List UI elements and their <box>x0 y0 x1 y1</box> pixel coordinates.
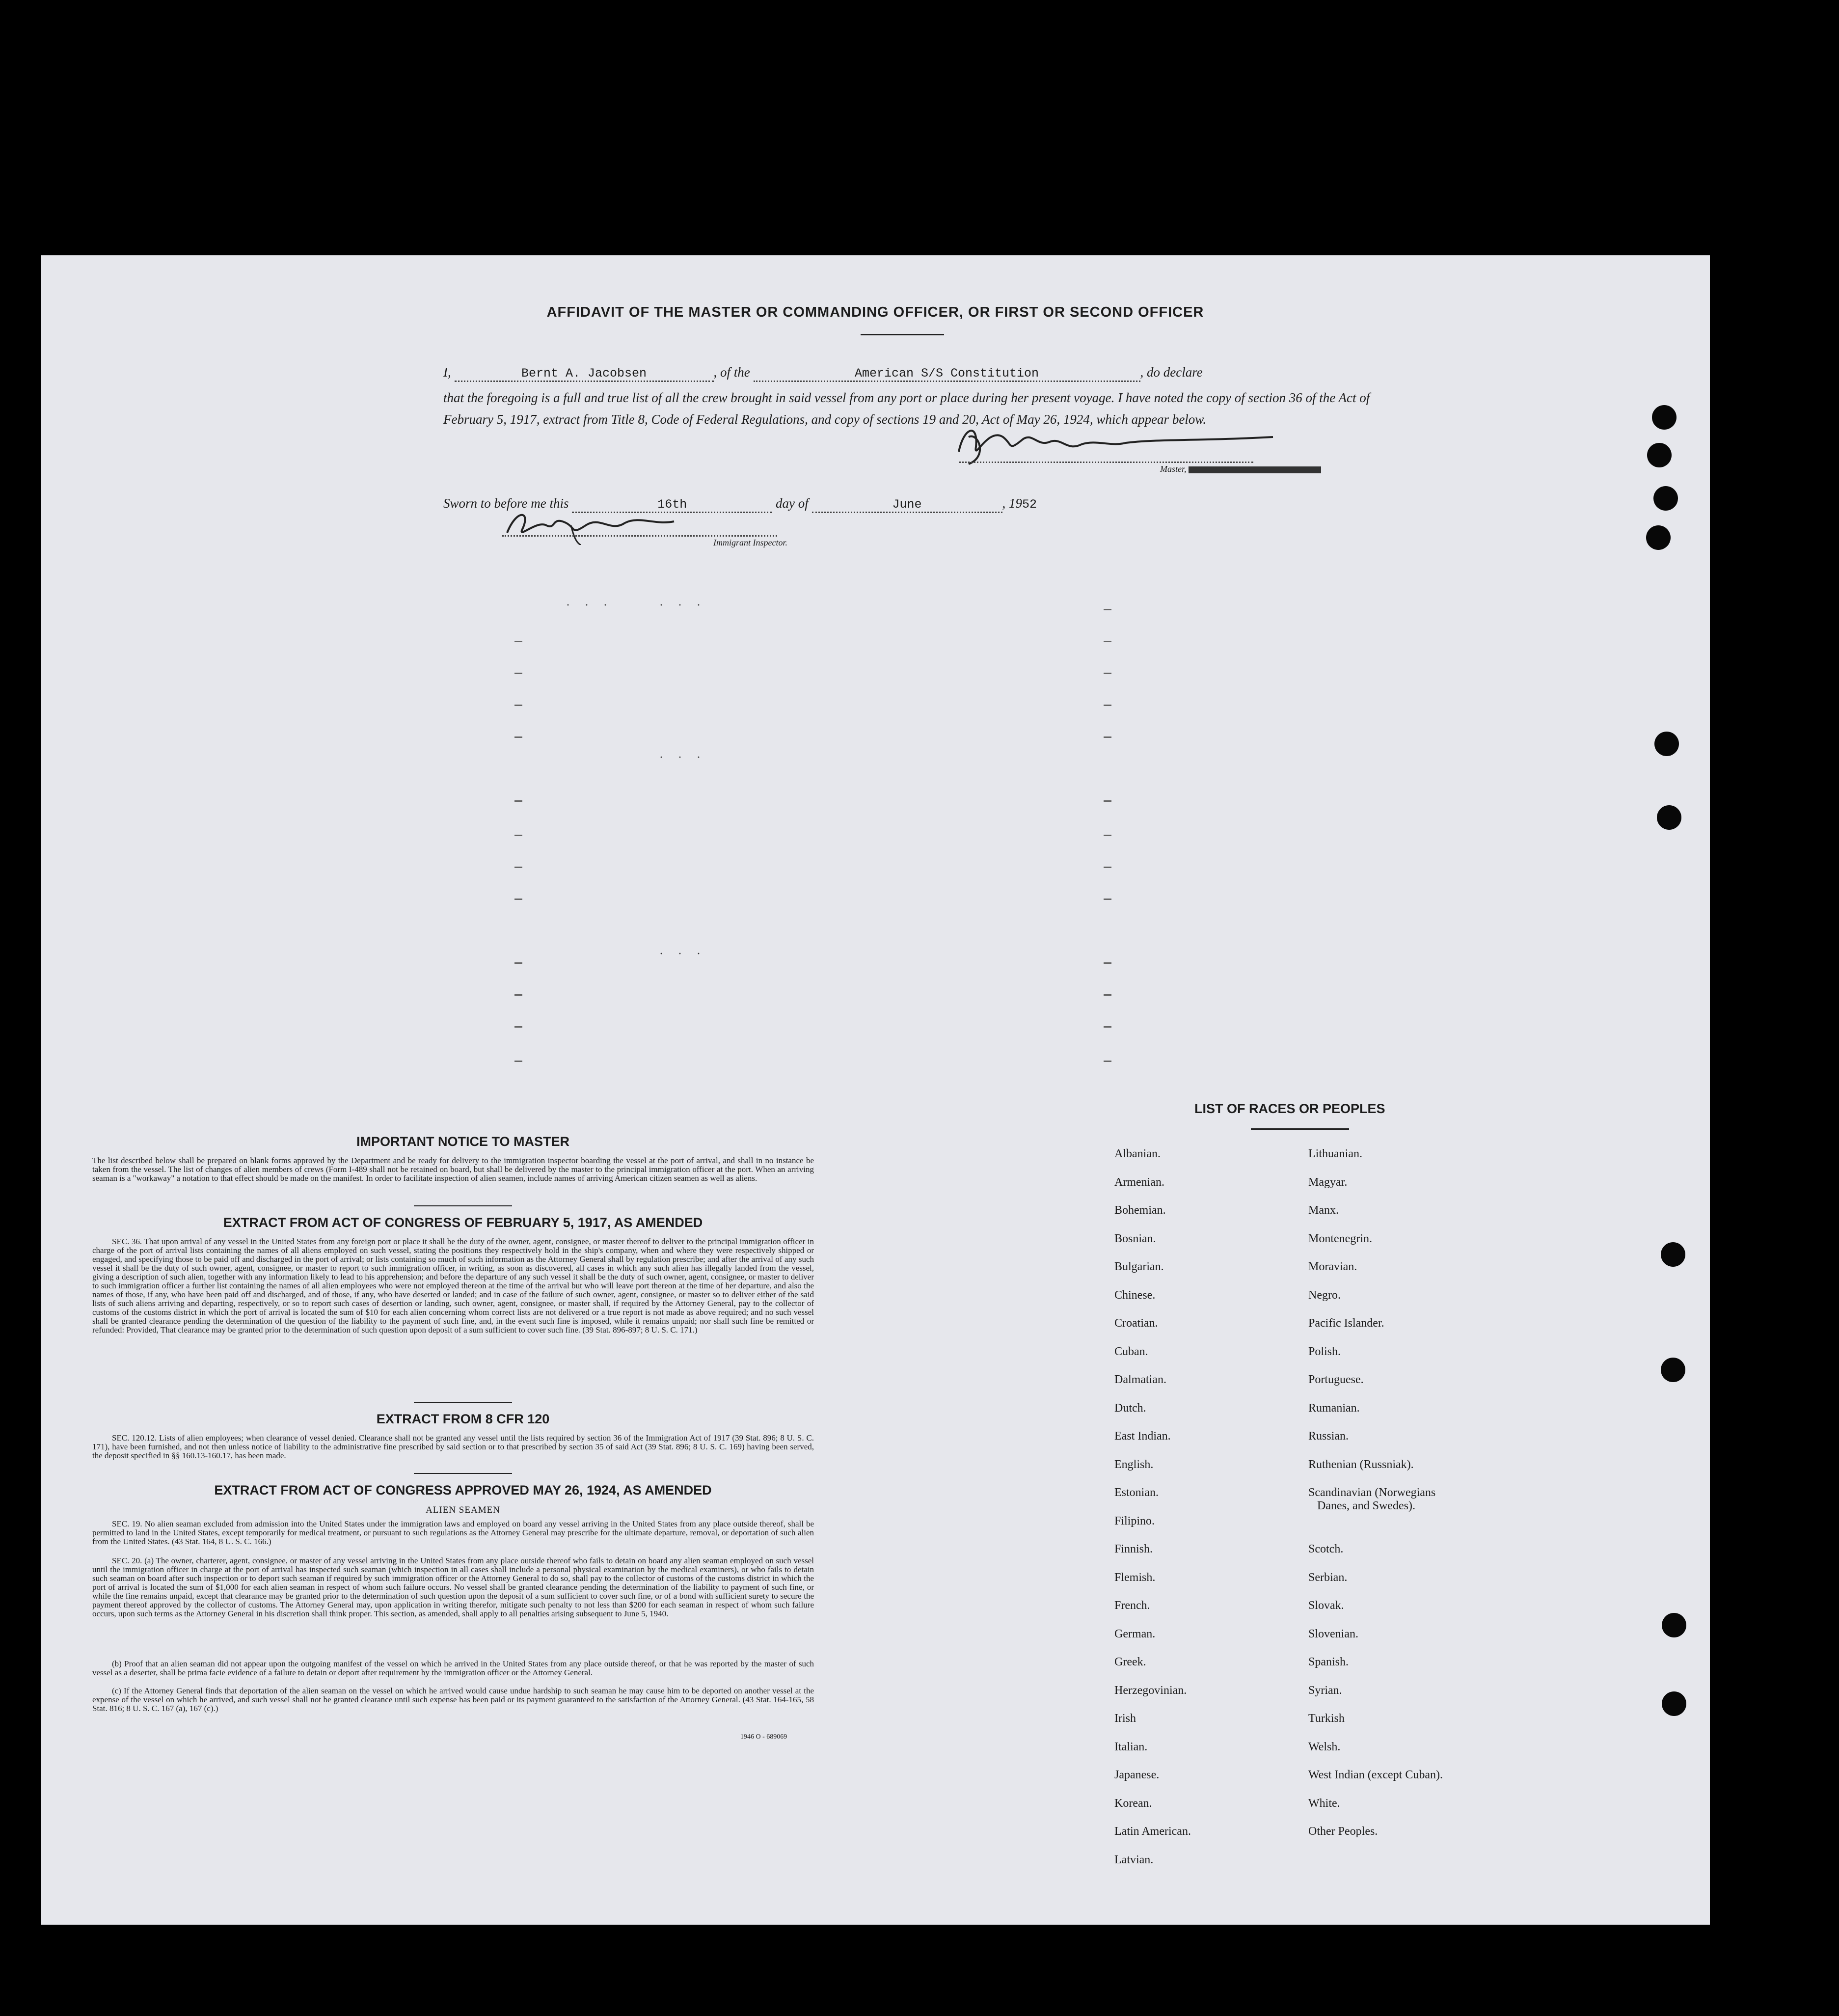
form-tick <box>514 899 522 900</box>
race-item: Pacific Islander. <box>1308 1317 1384 1330</box>
race-item: Armenian. <box>1114 1175 1164 1189</box>
of-the-label: , of the <box>713 365 750 380</box>
inspector-label: Immigrant Inspector. <box>713 538 787 547</box>
dots: · · · <box>659 948 706 960</box>
race-item: Portuguese. <box>1308 1373 1364 1386</box>
master-title <box>1160 464 1321 474</box>
form-tick <box>514 673 522 674</box>
sworn-label: Sworn to before me this <box>443 496 569 511</box>
races-underline <box>1251 1128 1349 1130</box>
pronoun-label: I, <box>443 365 451 380</box>
sworn-year-field: 52 <box>1022 497 1037 512</box>
form-tick <box>1104 994 1111 996</box>
race-item: Bohemian. <box>1114 1204 1166 1217</box>
punch-hole <box>1657 805 1681 830</box>
title-underline <box>861 334 944 335</box>
extract-cfr-text: SEC. 120.12. Lists of alien employees; when clearance of vessel denied. Clearance shall not be granted any vessel until the lists required by section 36 of the Immigration Act of 1917 (39 Stat. 896; 8 U. S. C. 171), have been furnished, and not then unless notice of liability to the administrative fine prescribed by said section or to that prescribed by section 35 of said Act (39 Stat. 896; 8 U. S. C. 169) having been served, the deposit specified in §§ 160.13-160.17, has been made. <box>92 1433 814 1460</box>
race-item: Chinese. <box>1114 1288 1156 1302</box>
race-item: Cuban. <box>1114 1345 1148 1358</box>
form-tick <box>514 641 522 642</box>
race-item: Greek. <box>1114 1656 1146 1668</box>
race-item: Negro. <box>1308 1288 1341 1302</box>
races-heading: LIST OF RACES OR PEOPLES <box>1194 1101 1385 1116</box>
form-tick <box>1104 705 1111 706</box>
race-item: Lithuanian. <box>1308 1147 1362 1160</box>
race-item: Estonian. <box>1114 1486 1159 1499</box>
form-tick <box>514 994 522 996</box>
struck-out-text <box>1189 466 1321 473</box>
race-item: Italian. <box>1114 1740 1148 1753</box>
race-item: Latvian. <box>1114 1853 1154 1866</box>
form-tick <box>1104 800 1111 802</box>
form-tick <box>1104 835 1111 836</box>
race-item: Flemish. <box>1114 1571 1156 1584</box>
race-item: East Indian. <box>1114 1430 1171 1443</box>
race-item: Japanese. <box>1114 1769 1160 1781</box>
race-item: Magyar. <box>1308 1175 1348 1189</box>
race-item: Other Peoples. <box>1308 1825 1378 1838</box>
section-divider <box>414 1402 512 1403</box>
declaration-line <box>443 365 1203 382</box>
race-item: Dalmatian. <box>1114 1373 1166 1386</box>
form-tick <box>514 705 522 706</box>
do-declare-label: , do declare <box>1140 365 1203 380</box>
section-divider <box>414 1473 512 1474</box>
sec20c-text: (c) If the Attorney General finds that deportation of the alien seaman on the vessel on which he arrived would cause undue hardship to such seaman he may cause him to be deported on another vessel at the expense of the vessel on which he arrived, and such vessel shall not be granted clearance until such expense has been paid or its payment guaranteed to the satisfaction of the Attorney General. (43 Stat. 164-165, 58 Stat. 816; 8 U. S. C. 167 (a), 167 (c).) <box>92 1686 814 1713</box>
vessel-name-field: American S/S Constitution <box>754 366 1140 382</box>
race-item: Slovenian. <box>1308 1627 1358 1640</box>
form-tick <box>1104 899 1111 900</box>
race-item: Rumanian. <box>1308 1401 1360 1415</box>
form-tick <box>514 1026 522 1028</box>
form-tick <box>514 867 522 868</box>
race-item: White. <box>1308 1797 1340 1810</box>
dots: · · · <box>659 599 706 612</box>
form-tick <box>1104 962 1111 964</box>
form-tick <box>1104 1061 1111 1062</box>
race-item: Slovak. <box>1308 1599 1344 1612</box>
extract-1917-heading: EXTRACT FROM ACT OF CONGRESS OF FEBRUARY 5, 1917, AS AMENDED <box>223 1215 703 1230</box>
race-item: Croatian. <box>1114 1317 1158 1330</box>
race-item: Korean. <box>1114 1797 1152 1810</box>
race-item: English. <box>1114 1458 1154 1471</box>
form-tick <box>1104 673 1111 674</box>
race-item: Moravian. <box>1308 1260 1357 1273</box>
form-tick <box>514 800 522 802</box>
punch-hole <box>1647 443 1672 467</box>
print-code: 1946 O - 689069 <box>740 1733 787 1741</box>
master-signature-line <box>959 462 1253 463</box>
race-item: Herzegovinian. <box>1114 1684 1187 1697</box>
race-item: Dutch. <box>1114 1401 1146 1415</box>
race-item: Serbian. <box>1308 1571 1348 1584</box>
notice-heading: IMPORTANT NOTICE TO MASTER <box>356 1134 569 1149</box>
punch-hole <box>1652 405 1677 430</box>
year-prefix-label: , 19 <box>1002 496 1022 511</box>
form-tick <box>514 1061 522 1062</box>
race-item: Bulgarian. <box>1114 1260 1164 1273</box>
race-item: German. <box>1114 1627 1156 1640</box>
notice-text: The list described below shall be prepared on blank forms approved by the Department and be ready for delivery to the immigration inspector boarding the vessel at the port of arrival, and shall in no instance be taken from the vessel. The list of changes of alien members of crews (Form I-489 shall not be retained on board, but shall be delivered by the master to the principal immigration officer at the port. When an arriving seaman is a "workaway" a notation to that effect should be made on the manifest. In order to facilitate inspection of alien seamen, include names of arriving American citizen seamen as well as aliens. <box>92 1156 814 1183</box>
form-tick <box>514 835 522 836</box>
day-of-label: day of <box>776 496 809 511</box>
race-item: Manx. <box>1308 1204 1339 1217</box>
section-divider <box>414 1205 512 1206</box>
punch-hole <box>1662 1691 1686 1716</box>
manifest-page <box>41 255 1710 1925</box>
sworn-month-field: June <box>812 497 1002 513</box>
form-tick <box>514 736 522 738</box>
form-tick <box>1104 641 1111 642</box>
race-item: Albanian. <box>1114 1147 1161 1160</box>
punch-hole <box>1662 1613 1686 1637</box>
form-tick <box>1104 609 1111 610</box>
form-tick <box>1104 867 1111 868</box>
form-tick <box>514 962 522 964</box>
sec20b-text: (b) Proof that an alien seaman did not appear upon the outgoing manifest of the vessel on which he arrived in the United States from any place outside thereof, or that he was reported by the master of such vessel as a deserter, shall be prima facie evidence of a failure to detain or deport after requirement by the immigration officer or the Attorney General. <box>92 1659 814 1677</box>
race-item: Montenegrin. <box>1308 1232 1372 1245</box>
race-item: Scotch. <box>1308 1543 1344 1555</box>
declaration-body: that the foregoing is a full and true list of all the crew brought in said vessel from any port or place during her present voyage. I have noted the copy of section 36 of the Act of February 5, 1917, extract from Title 8, Code of Federal Regulations, and copy of sections 19 and 20, Act of May 26, 1924, which appear below. <box>443 390 1370 427</box>
race-item: Russian. <box>1308 1430 1349 1443</box>
race-item: Irish <box>1114 1712 1136 1725</box>
form-tick <box>1104 736 1111 738</box>
punch-hole <box>1661 1242 1685 1267</box>
sec19-text: SEC. 19. No alien seaman excluded from admission into the United States under the immigration laws and employed on board any vessel arriving in the United States from any place outside thereof, shall be permitted to land in the United States, except temporarily for medical treatment, or pursuant to such regulations as the Attorney General may prescribe for the ultimate departure, removal, or deportation of such alien from the United States. (43 Stat. 164, 8 U. S. C. 166.) <box>92 1519 814 1546</box>
affidavit-title: AFFIDAVIT OF THE MASTER OR COMMANDING OFFICER, OR FIRST OR SECOND OFFICER <box>546 304 1204 320</box>
extract-1924-heading: EXTRACT FROM ACT OF CONGRESS APPROVED MAY 26, 1924, AS AMENDED <box>214 1483 712 1498</box>
race-item: Turkish <box>1308 1712 1345 1725</box>
master-name-field: Bernt A. Jacobsen <box>455 366 714 382</box>
race-item: Ruthenian (Russniak). <box>1308 1458 1414 1471</box>
punch-hole <box>1646 525 1671 550</box>
race-item: Filipino. <box>1114 1514 1155 1527</box>
extract-1917-text: SEC. 36. That upon arrival of any vessel in the United States from any foreign port or place it shall be the duty of the owner, agent, consignee, or master thereof to deliver to the principal immigration officer in charge of the port of arrival lists containing the names of all aliens employed on such vessel, stating the positions they respectively hold in the ship's company, when and where they were respectively shipped or engaged, and specifying those to be paid off and discharged in the port of arrival; or lists containing so much of such information as the Attorney General shall by regulation prescribe; and after the arrival of any such vessel it shall be the duty of such owner, agent, consignee, or master to report to such immigration officer, in writing, as soon as discovered, all cases in which any such alien has illegally landed from the vessel, giving a description of such alien, together with any information likely to lead to his apprehension; and before the departure of any such vessel it shall be the duty of such owner, agent, consignee, or master to deliver to such immigration officer a further list containing the names of all alien employees who were not employed thereon at the time of the arrival but who will leave port thereon at the time of her departure, and also the names of those, if any, who have been paid off and discharged, and of those, if any, who have deserted or landed; and in case of the failure of such owner, agent, consignee, or master so to deliver either of the said lists of such aliens arriving and departing, respectively, or so to report such cases of desertion or landing, such owner, agent, consignee, or master shall, if required by the Attorney General, pay to the collector of customs of the customs district in which the port of arrival is located the sum of $10 for each alien concerning whom correct lists are not delivered or a true report is not made as above required; and no such vessel shall be granted clearance pending the determination of the question of the liability to the payment of such fine, and, in the event such fine is imposed, while it remains unpaid; nor shall such fine be remitted or refunded: Provided, That clearance may be granted prior to the determination of such question upon deposit of a sum sufficient to cover such fine. (39 Stat. 896-897; 8 U. S. C. 171.) <box>92 1237 814 1335</box>
dots: · · · <box>566 599 613 612</box>
dots: · · · <box>659 751 706 764</box>
race-item: Welsh. <box>1308 1740 1341 1753</box>
punch-hole <box>1653 486 1678 511</box>
sec20a-text: SEC. 20. (a) The owner, charterer, agent, consignee, or master of any vessel arriving in the United States from any place outside thereof who fails to detain on board any alien seaman employed on such vessel until the immigration officer in charge at the port of arrival has inspected such seaman (which inspection in all cases shall include a personal physical examination by the medical examiners), or who fails to detain such seaman on board after such inspection or to deport such seaman if required by such immigration officer or the Attorney General to do so, shall pay to the collector of customs of the customs district in which the port of arrival is located the sum of $1,000 for each alien seaman in respect of whom such failure occurs. No vessel shall be granted clearance pending the determination of the liability to payment of such fine, or while the fine remains unpaid, except that clearance may be granted prior to the determination of such question upon the deposit of a sum sufficient to cover such fine, or of a bond with sufficient surety to secure the payment thereof approved by the collector of customs. The Attorney General may, upon application in writing therefor, mitigate such penalty to not less than $200 for each seaman in respect of whom such failure occurs, upon such terms as the Attorney General in his discretion shall think proper. This section, as amended, shall apply to all penalties arising subsequent to June 5, 1940. <box>92 1556 814 1618</box>
inspector-signature <box>497 506 733 545</box>
punch-hole <box>1661 1358 1685 1382</box>
race-item: Scandinavian (Norwegians Danes, and Swedes). <box>1308 1486 1436 1512</box>
race-item: Polish. <box>1308 1345 1341 1358</box>
race-item: Finnish. <box>1114 1543 1153 1555</box>
race-item: West Indian (except Cuban). <box>1308 1769 1443 1781</box>
race-item: French. <box>1114 1599 1150 1612</box>
race-item: Bosnian. <box>1114 1232 1156 1245</box>
punch-hole <box>1654 732 1679 756</box>
alien-seamen-subheading: ALIEN SEAMEN <box>426 1505 500 1515</box>
race-item: Latin American. <box>1114 1825 1191 1838</box>
extract-cfr-heading: EXTRACT FROM 8 CFR 120 <box>376 1412 550 1426</box>
race-item: Spanish. <box>1308 1656 1349 1668</box>
race-item: Syrian. <box>1308 1684 1342 1697</box>
master-label: Master, <box>1160 464 1187 474</box>
inspector-signature-line <box>502 535 777 537</box>
sworn-day-field: 16th <box>572 497 772 513</box>
master-signature <box>949 417 1293 471</box>
form-tick <box>1104 1026 1111 1028</box>
